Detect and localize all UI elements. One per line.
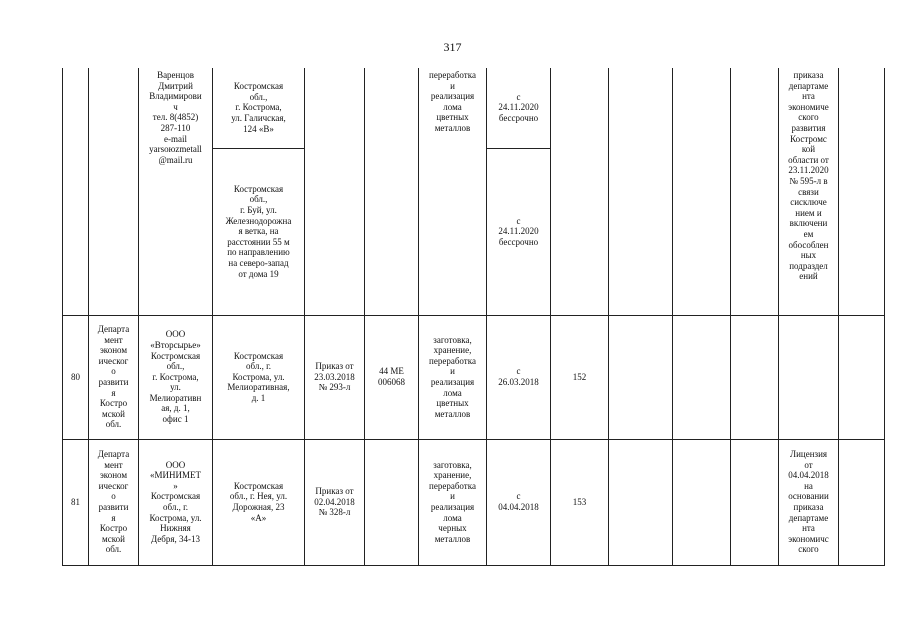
validity-cell: с 04.04.2018: [487, 439, 551, 565]
note-cell: [779, 315, 839, 439]
row-number-cell: [63, 68, 89, 315]
table-row: [63, 68, 885, 148]
activity-cell: заготовка, хранение, переработка и реализация лома черных металлов: [419, 439, 487, 565]
row-number-cell: 80: [63, 315, 89, 439]
empty-cell: [609, 68, 673, 315]
company-cell: ООО «МИНИМЕТ » Костромская обл., г. Кострома, ул. Нижняя Дебря, 34-13: [139, 439, 213, 565]
empty-cell: [731, 68, 779, 315]
address-cell: Костромская обл., г. Буй, ул. Железнодорожна я ветка, на расстоянии 55 м по направлению на северо-запад от дома 19: [213, 148, 305, 315]
activity-cell: переработка и реализация лома цветных металлов: [419, 68, 487, 315]
address-cell: Костромская обл., г. Кострома, ул. Галичская, 124 «В»: [213, 68, 305, 148]
address-cell: Костромская обл., г. Кострома, ул. Мелиоративная, д. 1: [213, 315, 305, 439]
empty-cell: [609, 315, 673, 439]
activity-cell: заготовка, хранение, переработка и реализация лома цветных металлов: [419, 315, 487, 439]
order-cell: [305, 68, 365, 315]
table-row: [63, 315, 885, 439]
empty-cell: [839, 68, 885, 315]
empty-cell: [731, 439, 779, 565]
empty-cell: [731, 315, 779, 439]
registry-number-cell: 152: [551, 315, 609, 439]
empty-cell: [673, 68, 731, 315]
empty-cell: [839, 315, 885, 439]
department-cell: Департа мент эконом ическог о развити я Костро мской обл.: [89, 315, 139, 439]
validity-cell: с 24.11.2020 бессрочно: [487, 68, 551, 148]
page-number: 317: [443, 40, 462, 54]
validity-cell: с 24.11.2020 бессрочно: [487, 148, 551, 315]
table-row: [63, 439, 885, 565]
registry-number-cell: [551, 68, 609, 315]
license-registry-table: [62, 68, 885, 566]
address-cell: Костромская обл., г. Нея, ул. Дорожная, 23 «А»: [213, 439, 305, 565]
note-cell: приказа департаме нта экономиче ского развития Костромс кой области от 23.11.2020 № 595-л в связи сисключе нием и включени ем обособлен ных подраздел ений: [779, 68, 839, 315]
registry-number-cell: 153: [551, 439, 609, 565]
order-cell: Приказ от 02.04.2018 № 328-л: [305, 439, 365, 565]
validity-cell: с 26.03.2018: [487, 315, 551, 439]
order-cell: Приказ от 23.03.2018 № 293-л: [305, 315, 365, 439]
license-number-cell: 44 МЕ 006068: [365, 315, 419, 439]
company-cell: ООО «Вторсырье» Костромская обл., г. Кострома, ул. Мелиоративн ая, д. 1, офис 1: [139, 315, 213, 439]
empty-cell: [673, 439, 731, 565]
empty-cell: [609, 439, 673, 565]
department-cell: [89, 68, 139, 315]
license-number-cell: [365, 439, 419, 565]
empty-cell: [673, 315, 731, 439]
company-cell: Варенцов Дмитрий Владимирови ч тел. 8(4852) 287-110 e-mail yarsoюzmetall @mail.ru: [139, 68, 213, 315]
department-cell: Департа мент эконом ическог о развити я Костро мской обл.: [89, 439, 139, 565]
empty-cell: [839, 439, 885, 565]
license-number-cell: [365, 68, 419, 315]
row-number-cell: 81: [63, 439, 89, 565]
note-cell: Лицензия от 04.04.2018 на основании приказа департаме нта экономичс ского: [779, 439, 839, 565]
